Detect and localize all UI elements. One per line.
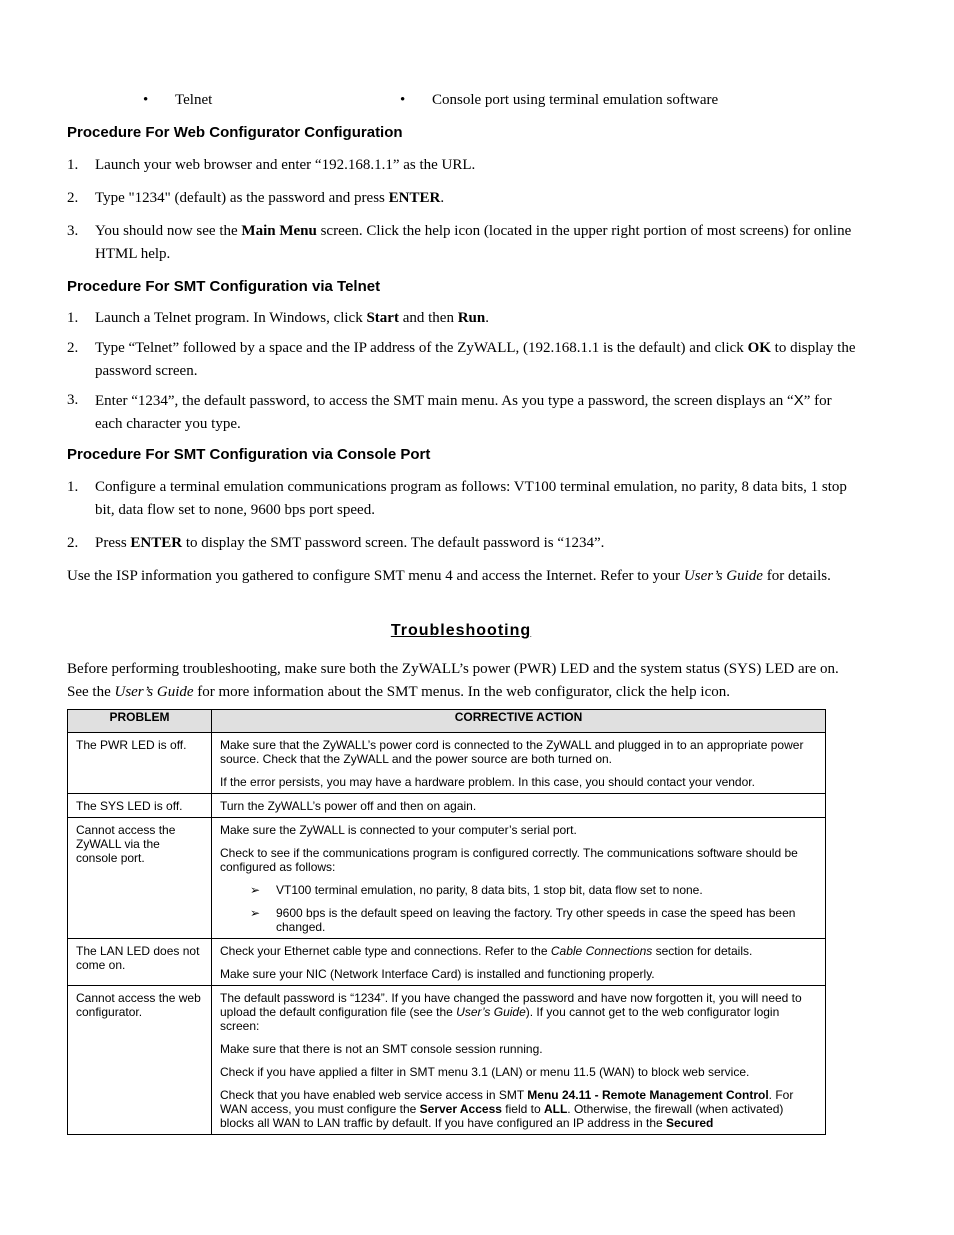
sub-bullet: ➢ VT100 terminal emulation, no parity, 8 data bits, 1 stop bit, data flow set to none.: [250, 883, 703, 897]
table-row: [68, 986, 826, 1135]
access-methods-bullets: • Telnet • Console port using terminal emulation software: [0, 89, 954, 111]
problem-cell: Cannot access the ZyWALL via the console port.: [68, 818, 212, 939]
action-cell: Check your Ethernet cable type and connections. Refer to the Cable Connections section for details. Make sure your NIC (Network Interface Card) is installed and functioning properly.: [212, 939, 826, 986]
sub-bullet: ➢ 9600 bps is the default speed on leaving the factory. Try other speeds in case the speed has been changed.: [250, 906, 796, 934]
console-heading: Procedure For SMT Configuration via Console Port: [67, 446, 431, 463]
web-step-2: 2. Type "1234" (default) as the password and press ENTER.: [67, 190, 445, 206]
table-row: [68, 733, 826, 794]
web-configurator-heading: Procedure For Web Configurator Configuration: [67, 124, 403, 141]
corrective-action-header: CORRECTIVE ACTION: [212, 710, 826, 733]
problem-cell: The SYS LED is off.: [68, 794, 212, 818]
table-row: [68, 794, 826, 818]
telnet-step-1: 1. Launch a Telnet program. In Windows, click Start and then Run.: [67, 310, 489, 326]
table-header-row: [68, 710, 826, 733]
action-cell: Make sure that the ZyWALL’s power cord is connected to the ZyWALL and plugged in to an appropriate power source. Check that the ZyWALL and the power source are both turned on. If the error persists, you may have a hardware problem. In this case, you should contact your vendor.: [212, 733, 826, 794]
arrow-bullet-icon: ➢: [250, 906, 261, 920]
isp-paragraph: Use the ISP information you gathered to configure SMT menu 4 and access the Internet. Refer to your User’s Guide for details.: [67, 568, 831, 584]
troubleshooting-table: [67, 709, 826, 1135]
web-step-3: 3. You should now see the Main Menu screen. Click the help icon (located in the upper right portion of most screens) for online HTML help.: [67, 223, 852, 262]
table-row: [68, 939, 826, 986]
problem-cell: The LAN LED does not come on.: [68, 939, 212, 986]
problem-header: PROBLEM: [68, 710, 212, 733]
problem-cell: The PWR LED is off.: [68, 733, 212, 794]
telnet-heading: Procedure For SMT Configuration via Telnet: [67, 278, 381, 295]
console-step-2: 2. Press ENTER to display the SMT password screen. The default password is “1234”.: [67, 535, 605, 551]
bullet-dot: •: [400, 92, 406, 108]
console-step-1: 1. Configure a terminal emulation communications program as follows: VT100 terminal emulation, no parity, 8 data bits, 1 stop bit, data flow set to none, 9600 bps port speed.: [67, 479, 847, 518]
troubleshooting-intro: Before performing troubleshooting, make sure both the ZyWALL’s power (PWR) LED and the system status (SYS) LED are on. See the User’s Guide for more information about the SMT menus. In the web configurator, click the help icon.: [67, 661, 839, 700]
troubleshooting-title: Troubleshooting: [390, 622, 532, 639]
action-cell: Turn the ZyWALL’s power off and then on again.: [212, 794, 826, 818]
arrow-bullet-icon: ➢: [250, 883, 261, 897]
action-cell: The default password is “1234”. If you have changed the password and have now forgotten it, you will need to upload the default configuration file (see the User’s Guide). If you cannot get to the web configurator login screen: Make sure that there is not an SMT console session running. Check if you have applied a filter in SMT menu 3.1 (LAN) or menu 11.5 (WAN) to block web service. Check that you have enabled web service access in SMT Menu 24.11 - Remote Management Control. For WAN access, you must configure the Server Access field to ALL. Otherwise, the firewall (when activated) blocks all WAN to LAN traffic by default. If you have configured an IP address in the Secured: [212, 986, 826, 1135]
web-step-1: 1. Launch your web browser and enter “192.168.1.1” as the URL.: [67, 157, 476, 173]
telnet-step-2: 2. Type “Telnet” followed by a space and the IP address of the ZyWALL, (192.168.1.1 is the default) and click OK to display the password screen.: [67, 340, 856, 379]
problem-cell: Cannot access the web configurator.: [68, 986, 212, 1135]
action-cell: Make sure the ZyWALL is connected to your computer’s serial port. Check to see if the communications program is configured correctly. The communications software should be configured as follows: ➢ VT100 terminal emulation, no parity, 8 data bits, 1 stop bit, data flow set to none. ➢ 9600 bps is the default speed on leaving the factory. Try other speeds in case the speed has been changed.: [212, 818, 826, 939]
table-row: [68, 818, 826, 939]
bullet-dot: •: [143, 92, 149, 108]
telnet-step-3: 3. Enter “1234”, the default password, to access the SMT main menu. As you type a password, the screen displays an “X” for each character you type.: [67, 392, 832, 432]
